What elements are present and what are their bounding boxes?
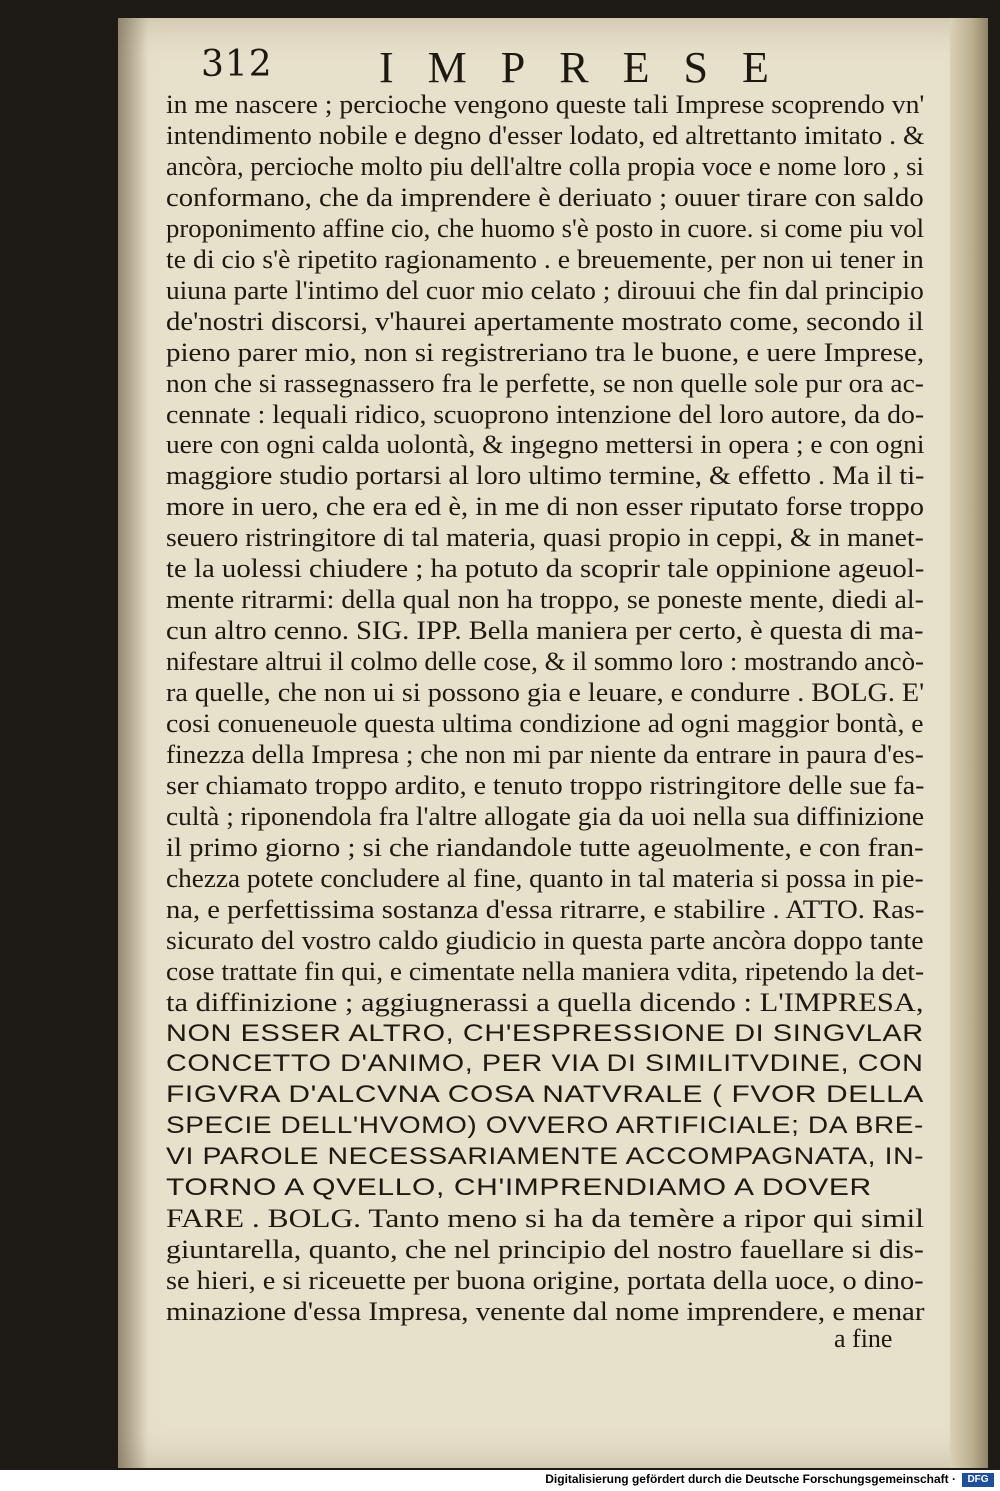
text-line: ancòra, percioche molto piu dell'altre colla propia voce e nome loro , si [166,150,924,181]
spine-shadow [118,18,148,1468]
text-line: more in uero, che era ed è, in me di non esser riputato forse troppo [166,491,924,522]
text-line: FIGVRA D'ALCVNA COSA NATVRALE ( FVOR DELLA [166,1081,924,1109]
text-line: NON ESSER ALTRO, CH'ESPRESSIONE DI SINGVLAR [166,1019,924,1047]
text-line: non che si rassegnassero fra le perfette, se non quelle sole pur ora ac- [166,367,924,398]
text-line: te la uolessi chiudere ; ha potuto da scoprir tale oppinione ageuol- [166,553,925,584]
text-line: uiuna parte l'intimo del cuor mio celato ; dirouui che fin dal principio [166,274,924,305]
text-line: minazione d'essa Impresa, venente dal nome imprendere, e menar [166,1296,925,1327]
text-line: ta diffinizione ; aggiugnerassi a quella dicendo : L'IMPRESA, [166,986,924,1017]
text-line: mente ritrarmi: della qual non ha troppo, se poneste mente, diedi al- [166,584,924,615]
text-line: in me nascere ; percioche vengono queste tali Imprese scoprendo vn' [166,89,925,119]
text-line: SPECIE DELL'HVOMO) OVVERO ARTIFICIALE; DA BRE- [166,1112,924,1140]
text-line: seuero ristringitore di tal materia, quasi propio in ceppi, & in manet- [166,522,924,553]
text-line: te di cio s'è ripetito ragionamento . e breuemente, per non ui tener in [166,243,924,274]
text-line: maggiore studio portarsi al loro ultimo termine, & effetto . Ma il ti- [166,460,925,491]
text-line: il primo giorno ; si che riandandole tutte ageuolmente, e con fran- [166,831,924,862]
text-line: CONCETTO D'ANIMO, PER VIA DI SIMILITVDINE, CON [166,1050,924,1078]
text-line: sicurato del vostro caldo giudicio in questa parte ancòra doppo tante [166,924,924,955]
page-number: 312 [201,44,273,85]
text-line: conformano, che da imprendere è deriuato ; ouuer tirare con saldo [166,181,924,212]
text-line: intendimento nobile e degno d'esser lodato, ed altrettanto imitato . & [166,119,925,150]
text-line: cose trattate fin qui, e cimentate nella maniera vdita, ripetendo la det- [166,955,925,986]
text-line: ra quelle, che non ui si possono gia e leuare, e condurre . BOLG. E' [166,677,925,708]
text-line: ser chiamato troppo ardito, e tenuto troppo ristringitore delle sue fa- [166,769,925,800]
text-line: na, e perfettissima sostanza d'essa ritrarre, e stabilire . ATTO. Ras- [166,893,925,924]
footer-credit: Digitalisierung gefördert durch die Deutsche Forschungsgemeinschaft · [545,1472,956,1486]
text-line: FARE . BOLG. Tanto meno si ha da temère a ripor qui simil [166,1203,924,1234]
text-line: giuntarella, quanto, che nel principio del nostro fauellare si dis- [166,1234,924,1265]
page-edge [950,18,988,1468]
catchword: a fine [834,1324,893,1353]
book-page [118,18,988,1468]
text-line: se hieri, e si riceuette per buona origine, portata della uoce, o dino- [166,1265,924,1296]
text-line: pieno parer mio, non si registreriano tra le buone, e uere Imprese, [166,336,925,367]
text-line: cultà ; riponendola fra l'altre allogate gia da uoi nella sua diffinizione [166,800,925,831]
text-line: cun altro cenno. SIG. IPP. Bella maniera per certo, è questa di ma- [166,615,924,646]
text-line: finezza della Impresa ; che non mi par niente da entrare in paura d'es- [166,738,924,769]
running-title: IMPRESE [379,43,803,92]
text-line: cosi conueneuole questa ultima condizione ad ogni maggior bontà, e [166,708,924,738]
text-block [166,89,926,1419]
text-line: VI PAROLE NECESSARIAMENTE ACCOMPAGNATA, IN- [166,1143,925,1171]
text-line: nifestare altrui il colmo delle cose, & il sommo loro : mostrando ancò- [166,646,924,677]
footer-bar [0,1470,1000,1491]
text-line: cennate : lequali ridico, scuoprono intenzione del loro autore, da do- [166,398,925,429]
text-line: proponimento affine cio, che huomo s'è posto in cuore. si come piu vol [166,212,925,243]
text-line: chezza potete concludere al fine, quanto in tal materia si possa in pie- [166,862,924,893]
text-line: TORNO A QVELLO, CH'IMPRENDIAMO A DOVER [166,1174,872,1202]
text-line: uere con ogni calda uolontà, & ingegno mettersi in opera ; e con ogni [166,429,925,460]
dfg-logo: DFG [962,1473,994,1487]
text-line: de'nostri discorsi, v'haurei apertamente mostrato come, secondo il [166,305,924,336]
